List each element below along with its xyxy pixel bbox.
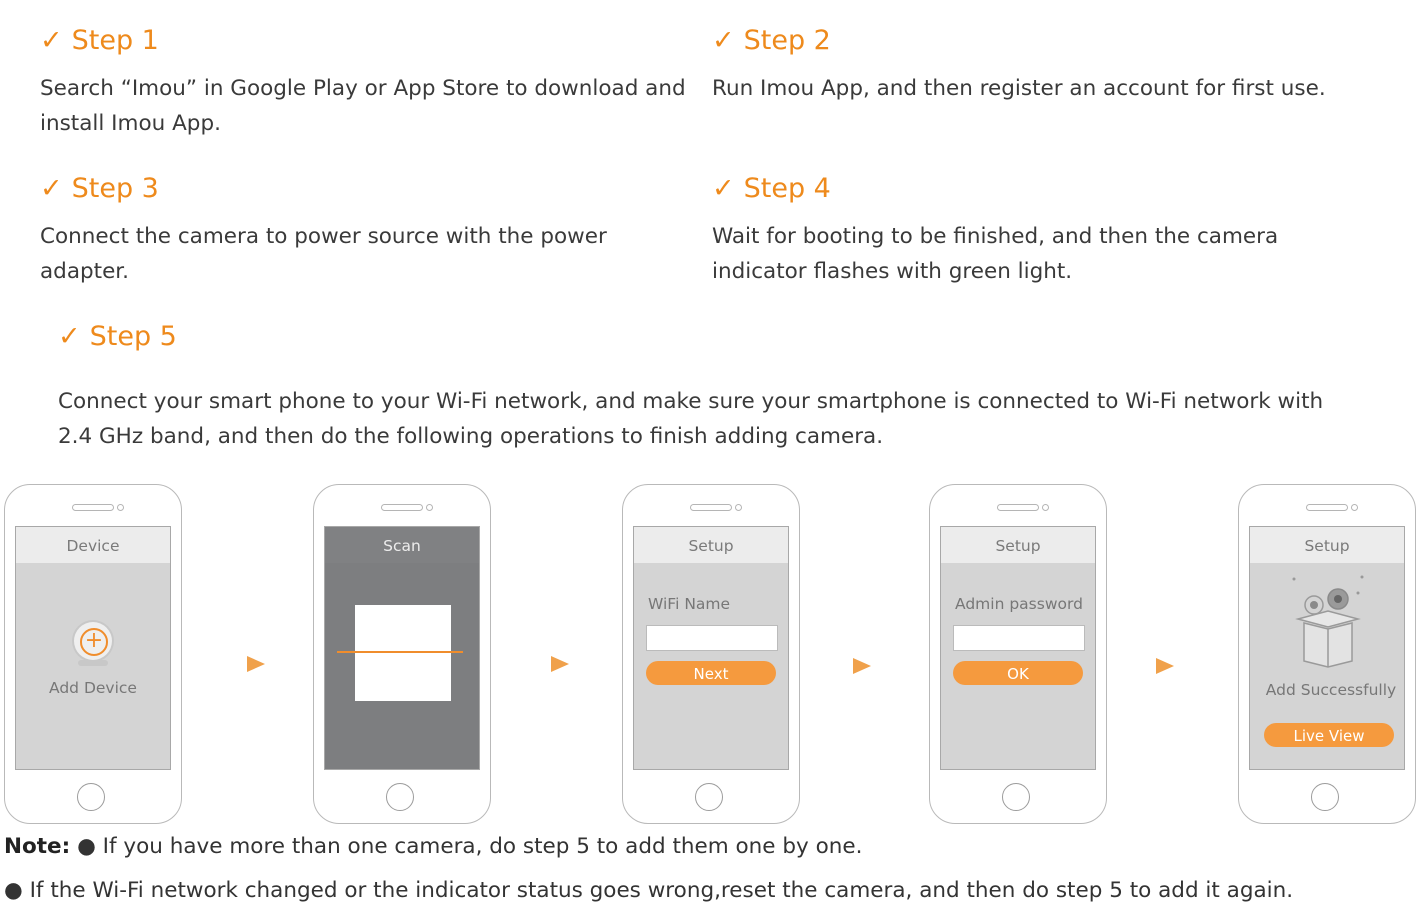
home-button-icon xyxy=(695,783,723,811)
phone-speaker xyxy=(72,504,114,511)
step-4-heading: Step 4 xyxy=(743,173,831,204)
phone-speaker xyxy=(1306,504,1348,511)
step-1-title xyxy=(40,24,690,58)
step-5-text: Connect your smart phone to your Wi-Fi network, and make sure your smartphone is connected to Wi-Fi network with 2.4 GHz band, and then do the following operations to finish adding camera. xyxy=(58,389,1324,449)
step-1 xyxy=(40,24,690,141)
phone-screen xyxy=(633,526,789,770)
gift-box-icon xyxy=(1288,575,1368,671)
step-1-text: Search “Imou” in Google Play or App Store to download and install Imou App. xyxy=(40,76,686,136)
phone-camera-dot xyxy=(1351,504,1358,511)
ok-button[interactable]: OK xyxy=(953,661,1083,685)
arrow-right-icon xyxy=(551,656,569,672)
phone-screen xyxy=(940,526,1096,770)
phone-device xyxy=(4,484,182,824)
step-2-text: Run Imou App, and then register an account for first use. xyxy=(712,76,1326,101)
phone-screen xyxy=(324,526,480,770)
phone-screen xyxy=(1249,526,1405,770)
phone-speaker xyxy=(690,504,732,511)
note-text-1: ● If you have more than one camera, do step 5 to add them one by one. xyxy=(77,834,863,859)
step-4-title xyxy=(712,172,1312,206)
step-4-text: Wait for booting to be finished, and then the camera indicator flashes with green light. xyxy=(712,224,1279,284)
note-text-2: ● If the Wi-Fi network changed or the indicator status goes wrong,reset the camera, and then do step 5 to add it again. xyxy=(4,878,1294,903)
step-4 xyxy=(712,172,1312,289)
scan-line xyxy=(337,651,463,653)
phone-scan xyxy=(313,484,491,824)
wifi-name-label: WiFi Name xyxy=(648,595,731,613)
home-button-icon xyxy=(386,783,414,811)
admin-password-label: Admin password xyxy=(955,595,1083,613)
check-icon: ✓ xyxy=(40,173,63,204)
phone-camera-dot xyxy=(735,504,742,511)
check-icon: ✓ xyxy=(712,25,735,56)
step-1-heading: Step 1 xyxy=(71,25,159,56)
screen-header: Device xyxy=(16,527,170,563)
phone-camera-dot xyxy=(1042,504,1049,511)
live-view-button[interactable]: Live View xyxy=(1264,723,1394,747)
phone-speaker xyxy=(997,504,1039,511)
step-3-text: Connect the camera to power source with the power adapter. xyxy=(40,224,607,284)
step-2-heading: Step 2 xyxy=(743,25,831,56)
check-icon: ✓ xyxy=(40,25,63,56)
home-button-icon xyxy=(1311,783,1339,811)
add-device-label: Add Device xyxy=(49,679,137,697)
phone-screen xyxy=(15,526,171,770)
scan-frame xyxy=(355,605,451,701)
step-3-title xyxy=(40,172,700,206)
check-icon: ✓ xyxy=(712,173,735,204)
step-3 xyxy=(40,172,700,289)
note-line-1 xyxy=(4,834,862,859)
add-device-icon xyxy=(74,622,112,660)
home-button-icon xyxy=(1002,783,1030,811)
arrow-right-icon xyxy=(247,656,265,672)
step-2 xyxy=(712,24,1392,106)
add-successfully-label: Add Successfully xyxy=(1265,681,1397,699)
step-3-heading: Step 3 xyxy=(71,173,159,204)
screen-header: Setup xyxy=(941,527,1095,563)
phone-admin-password xyxy=(929,484,1107,824)
phone-wifi-setup xyxy=(622,484,800,824)
phone-camera-dot xyxy=(426,504,433,511)
wifi-name-field[interactable] xyxy=(646,625,778,651)
screen-header: Setup xyxy=(634,527,788,563)
phone-speaker xyxy=(381,504,423,511)
note-line-2 xyxy=(4,878,1293,903)
home-button-icon xyxy=(77,783,105,811)
admin-password-field[interactable] xyxy=(953,625,1085,651)
step-2-title xyxy=(712,24,1392,58)
step-5-heading: Step 5 xyxy=(89,321,177,352)
step-5 xyxy=(58,320,1358,454)
screen-header: Scan xyxy=(325,527,479,563)
phone-add-successfully xyxy=(1238,484,1416,824)
next-button[interactable]: Next xyxy=(646,661,776,685)
plus-icon: + xyxy=(80,628,108,656)
check-icon: ✓ xyxy=(58,321,81,352)
note-label: Note: xyxy=(4,834,71,859)
arrow-right-icon xyxy=(1156,658,1174,674)
add-device-icon-base xyxy=(78,660,108,666)
step-5-title xyxy=(58,320,1358,354)
screen-header: Setup xyxy=(1250,527,1404,563)
phone-camera-dot xyxy=(117,504,124,511)
arrow-right-icon xyxy=(853,658,871,674)
